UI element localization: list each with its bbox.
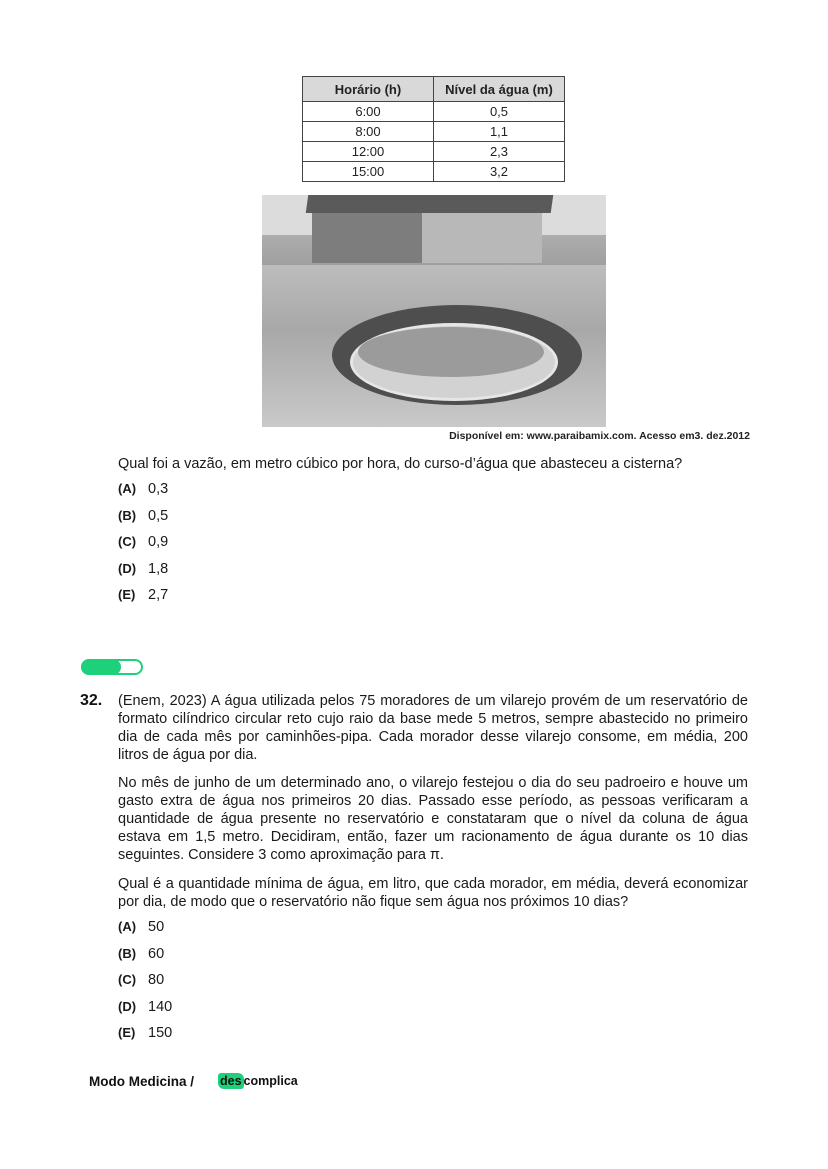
- question-number: 32.: [80, 692, 103, 709]
- question-toggle[interactable]: [81, 659, 143, 675]
- q32-option-a[interactable]: [118, 919, 164, 935]
- option-label: (E): [118, 587, 136, 602]
- table-row: [303, 142, 565, 162]
- q32-option-e[interactable]: [118, 1025, 172, 1041]
- option-value: 150: [148, 1025, 173, 1041]
- table-header-row: [303, 77, 565, 102]
- table-row: [303, 162, 565, 182]
- option-label: (A): [118, 919, 137, 934]
- logo-suffix: complica: [243, 1074, 298, 1088]
- option-label: (D): [118, 561, 137, 576]
- q32-prompt: Qual é a quantidade mínima de água, em litro, que cada morador, em média, deverá economizar por dia, de modo que o reservatório não fique sem água nos próximos 10 dias?: [118, 876, 748, 910]
- q31-option-c[interactable]: [118, 534, 168, 550]
- option-label: (B): [118, 946, 137, 961]
- option-label: (C): [118, 972, 137, 987]
- option-value: 60: [148, 946, 165, 962]
- photo-roof: [306, 195, 554, 213]
- option-value: 1,8: [148, 561, 169, 577]
- table-header-time: Horário (h): [303, 77, 434, 102]
- table-cell: 0,5: [434, 102, 565, 122]
- table-header-level: Nível da água (m): [434, 77, 565, 102]
- option-value: 140: [148, 999, 173, 1015]
- q32-paragraph-1: (Enem, 2023) A água utilizada pelos 75 moradores de um vilarejo provém de um reservatório de formato cilíndrico circular reto cujo raio da base mede 5 metros, sempre abastecido no primeiro dia de cada mês por caminhões-pipa. Cada morador desse vilarejo consome, em média, 200 litros de água por dia.: [118, 693, 748, 763]
- table-cell: 2,3: [434, 142, 565, 162]
- q31-prompt: Qual foi a vazão, em metro cúbico por hora, do curso-d’água que abasteceu a cisterna?: [118, 456, 683, 472]
- q31-option-e[interactable]: [118, 587, 168, 603]
- option-label: (A): [118, 481, 137, 496]
- option-label: (C): [118, 534, 137, 549]
- footer-label: Modo Medicina /: [89, 1074, 195, 1089]
- option-value: 50: [148, 919, 165, 935]
- table-cell: 1,1: [434, 122, 565, 142]
- option-value: 2,7: [148, 587, 169, 603]
- table-cell: 3,2: [434, 162, 565, 182]
- descomplica-logo: [218, 1074, 298, 1088]
- table-cell: 15:00: [303, 162, 434, 182]
- option-value: 0,3: [148, 481, 169, 497]
- q32-option-c[interactable]: [118, 972, 164, 988]
- logo-prefix: des: [220, 1074, 242, 1088]
- q32-option-d[interactable]: [118, 999, 172, 1015]
- cistern-photo: [262, 195, 606, 427]
- option-label: (D): [118, 999, 137, 1014]
- photo-caption: Disponível em: www.paraibamix.com. Acesso em3. dez.2012: [449, 430, 750, 442]
- q31-option-b[interactable]: [118, 508, 168, 524]
- photo-wall: [422, 213, 542, 263]
- q32-paragraph-2: No mês de junho de um determinado ano, o vilarejo festejou o dia do seu padroeiro e houve um gasto extra de água nos primeiros 20 dias. Passado esse período, as pessoas verificaram a quantidade de água presente no reservatório e constataram que o nível da coluna de água estava em 1,5 metro. Decidiram, então, fazer um racionamento de água durante os 10 dias seguintes. Considere 3 como aproximação para π.: [118, 775, 748, 863]
- water-level-table: [302, 76, 565, 182]
- option-value: 0,5: [148, 508, 169, 524]
- table-cell: 12:00: [303, 142, 434, 162]
- table-row: [303, 102, 565, 122]
- option-value: 80: [148, 972, 165, 988]
- table-cell: 8:00: [303, 122, 434, 142]
- table-cell: 6:00: [303, 102, 434, 122]
- photo-cistern-inner: [358, 327, 544, 377]
- q32-option-b[interactable]: [118, 946, 164, 962]
- option-label: (E): [118, 1025, 136, 1040]
- toggle-fill: [81, 659, 121, 675]
- option-value: 0,9: [148, 534, 169, 550]
- table-row: [303, 122, 565, 142]
- q31-option-a[interactable]: [118, 481, 168, 497]
- q31-option-d[interactable]: [118, 561, 168, 577]
- option-label: (B): [118, 508, 137, 523]
